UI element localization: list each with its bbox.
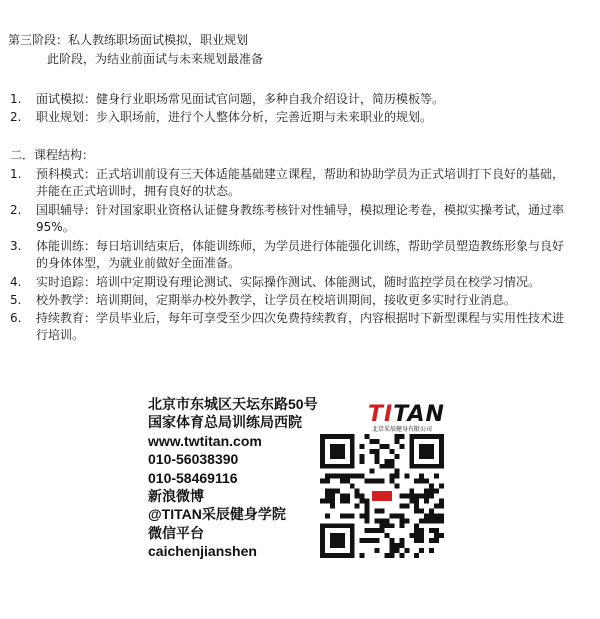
list-text: 校外教学：培训期间，定期举办校外教学，让学员在校培训期间，接收更多实时行业消息。 — [36, 293, 517, 307]
list-item — [10, 275, 540, 290]
section-heading: 二．课程结构： — [10, 148, 95, 162]
list-item — [10, 239, 564, 254]
stage3-title: 第三阶段：私人教练职场面试模拟，职业规划 — [8, 33, 249, 47]
wechat-id: caichenjianshen — [148, 543, 257, 560]
list-text: 实时追踪：培训中定期设有理论测试、实际操作测试、体能测试，随时监控学员在校学习情况。 — [36, 275, 541, 289]
list-text: 预科模式：正式培训前设有三天体适能基础建立课程，帮助和协助学员为正式培训打下良好的基础， — [36, 167, 565, 181]
stage3-description: 此阶段，为结业前面试与未来规划最准备 — [47, 52, 264, 66]
list-number: 1. — [10, 167, 22, 181]
address-line-1: 北京市东城区天坛东路50号 — [148, 396, 318, 412]
list-text-continued: 行培训。 — [36, 328, 85, 342]
address-line-2: 国家体育总局训练局西院 — [148, 414, 302, 431]
logo-subtitle: 北京采辰健身有限公司 — [372, 426, 433, 433]
wechat-label: 微信平台 — [148, 524, 204, 541]
list-number: 3. — [10, 239, 22, 253]
list-item — [10, 311, 564, 326]
list-text-continued: 并能在正式培训时，拥有良好的状态。 — [36, 184, 241, 198]
list-number: 1. — [10, 92, 22, 106]
weibo-handle: @TITAN采辰健身学院 — [148, 506, 286, 523]
list-text: 体能训练：每日培训结束后，体能训练师，为学员进行体能强化训练，帮助学员塑造教练形象与良好 — [36, 239, 565, 253]
list-text-continued: 95%。 — [36, 220, 75, 234]
list-number: 5. — [10, 293, 22, 307]
list-item — [10, 203, 564, 218]
list-number: 6. — [10, 311, 22, 325]
list-text: 持续教育：学员毕业后，每年可享受至少四次免费持续教育，内容根据时下新型课程与实用性技术进 — [36, 311, 565, 325]
qr-code-icon[interactable] — [320, 434, 444, 558]
list-item — [10, 92, 444, 107]
titan-logo — [368, 404, 472, 434]
list-text: 职业规划：步入职场前，进行个人整体分析，完善近期与未来职业的规划。 — [36, 110, 433, 124]
contact-block — [148, 395, 318, 561]
phone-2: 010-58469116 — [148, 469, 238, 486]
list-number: 2. — [10, 110, 22, 124]
logo-wordmark: TITAN — [368, 402, 445, 427]
list-item — [10, 167, 564, 182]
list-number: 2. — [10, 203, 22, 217]
phone-1: 010-56038390 — [148, 451, 239, 468]
list-item — [10, 110, 432, 125]
list-text: 国职辅导：针对国家职业资格认证健身教练考核针对性辅导，模拟理论考卷，模拟实操考试，通过率 — [36, 203, 565, 217]
weibo-label: 新浪微博 — [148, 488, 204, 505]
list-number: 4. — [10, 275, 22, 289]
list-item — [10, 293, 516, 308]
website-link[interactable]: www.twtitan.com — [148, 432, 262, 449]
list-text: 面试模拟：健身行业职场常见面试官问题，多种自我介绍设计，简历模板等。 — [36, 92, 445, 106]
list-text-continued: 的身体体型，为就业前做好全面准备。 — [36, 256, 241, 270]
